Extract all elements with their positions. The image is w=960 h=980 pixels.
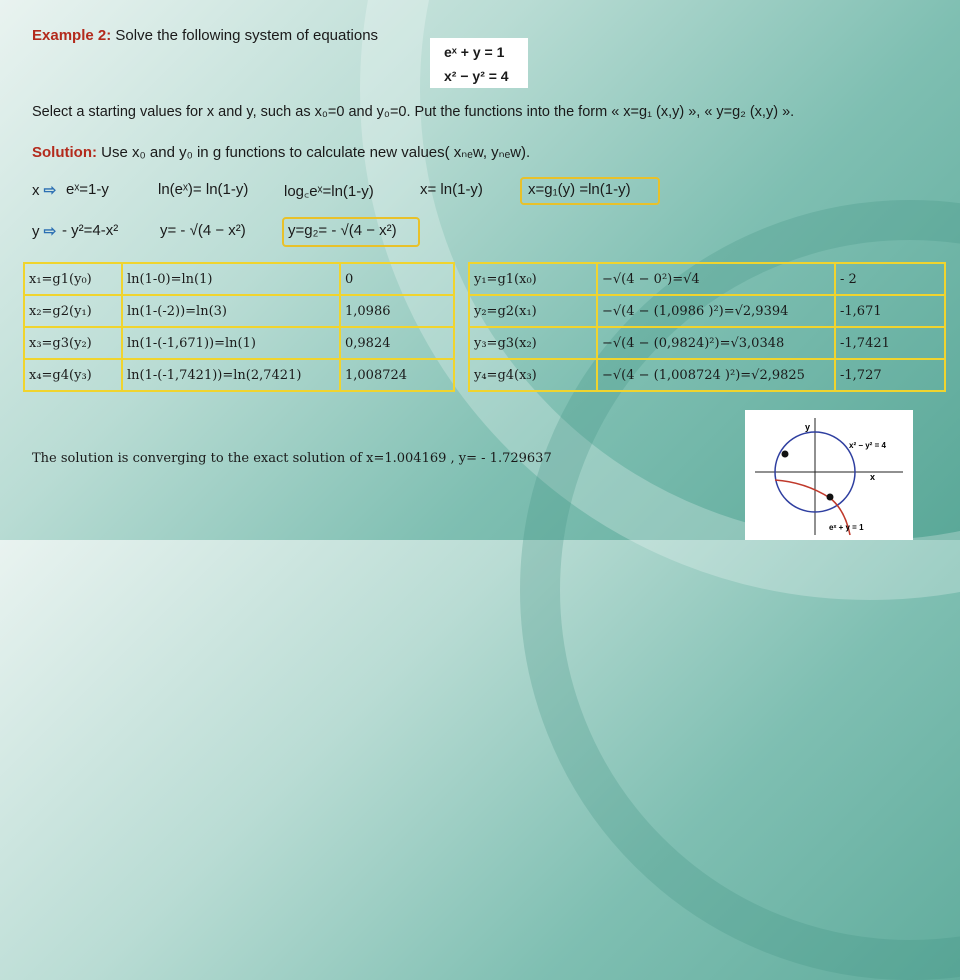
iteration-table-x [23, 262, 455, 392]
table-cell: -1,727 [835, 359, 945, 391]
derivation-x-step: eˣ=1-y [66, 181, 109, 198]
table-cell: x₁=g1(y₀) [24, 263, 122, 295]
table-cell: ln(1-(-1,671))=ln(1) [122, 327, 340, 359]
table-cell: −√(4 − (0,9824)²)=√3,0348 [597, 327, 835, 359]
equation-1: eˣ + y = 1 [444, 44, 505, 60]
derivation-y-step: y= - √(4 − x²) [160, 222, 246, 239]
table-cell: - 2 [835, 263, 945, 295]
table-cell: y₃=g3(x₂) [469, 327, 597, 359]
iteration-table-y [468, 262, 946, 392]
table-cell: −√(4 − (1,0986 )²)=√2,9394 [597, 295, 835, 327]
equation-2: x² − y² = 4 [444, 68, 509, 84]
table-row [24, 359, 454, 391]
table-row [469, 327, 945, 359]
table-cell: -1,671 [835, 295, 945, 327]
table-cell: 1,0986 [340, 295, 454, 327]
table-row [24, 295, 454, 327]
intersection-point [827, 494, 834, 501]
table-row [469, 359, 945, 391]
derivation-y-var: y [32, 223, 40, 240]
table-cell: x₂=g2(y₁) [24, 295, 122, 327]
table-cell: ln(1-(-2))=ln(3) [122, 295, 340, 327]
solution-line [32, 143, 530, 161]
table-cell: y₄=g4(x₃) [469, 359, 597, 391]
derivation-x-step: ln(eˣ)= ln(1-y) [158, 181, 249, 198]
curve-label: eˣ + y = 1 [829, 523, 864, 532]
derivation-x-var: x [32, 182, 40, 199]
conclusion-text: The solution is converging to the exact solution of x=1.004169 , y= - 1.729637 [32, 451, 552, 466]
solution-label: Solution: [32, 144, 97, 161]
right-arrow-icon: ⇨ [43, 182, 57, 199]
derivation-x-step: x= ln(1-y) [420, 181, 483, 198]
right-arrow-icon: ⇨ [43, 223, 57, 240]
curve-label: x² − y² = 4 [849, 441, 886, 450]
solution-text: Use x₀ and y₀ in g functions to calculate new values( xₙₑw, yₙₑw). [101, 144, 531, 161]
table-cell: y₂=g2(x₁) [469, 295, 597, 327]
graph-svg [745, 410, 913, 540]
example-label: Example 2: [32, 27, 112, 44]
table-cell: −√(4 − 0²)=√4 [597, 263, 835, 295]
table-cell: x₄=g4(y₃) [24, 359, 122, 391]
table-cell: 1,008724 [340, 359, 454, 391]
derivation-x-result: x=g₁(y) =ln(1-y) [528, 181, 631, 198]
equation-system-box [430, 38, 528, 88]
table-cell: −√(4 − (1,008724 )²)=√2,9825 [597, 359, 835, 391]
derivation-y-step: - y²=4-x² [62, 222, 119, 239]
derivation-x-step: log꜀eˣ=ln(1-y) [284, 183, 374, 200]
derivation-y-result: y=g₂= - √(4 − x²) [288, 222, 397, 239]
table-cell: 0,9824 [340, 327, 454, 359]
intersection-point [782, 451, 789, 458]
table-row [469, 295, 945, 327]
table-row [24, 263, 454, 295]
solution-graph [745, 410, 913, 540]
table-cell: y₁=g1(x₀) [469, 263, 597, 295]
derivation-x [32, 181, 56, 199]
y-axis-label: y [805, 422, 811, 432]
table-row [24, 327, 454, 359]
table-cell: x₃=g3(y₂) [24, 327, 122, 359]
table-cell: ln(1-0)=ln(1) [122, 263, 340, 295]
page-title [32, 27, 378, 44]
table-cell: 0 [340, 263, 454, 295]
title-text: Solve the following system of equations [115, 27, 379, 44]
x-axis-label: x [870, 472, 876, 482]
instruction-text: Select a starting values for x and y, such as x₀=0 and y₀=0. Put the functions into the form « x=g₁ (x,y) », « y=g₂ (x,y) ». [32, 104, 795, 120]
table-cell: ln(1-(-1,7421))=ln(2,7421) [122, 359, 340, 391]
table-row [469, 263, 945, 295]
derivation-y [32, 222, 56, 240]
table-cell: -1,7421 [835, 327, 945, 359]
